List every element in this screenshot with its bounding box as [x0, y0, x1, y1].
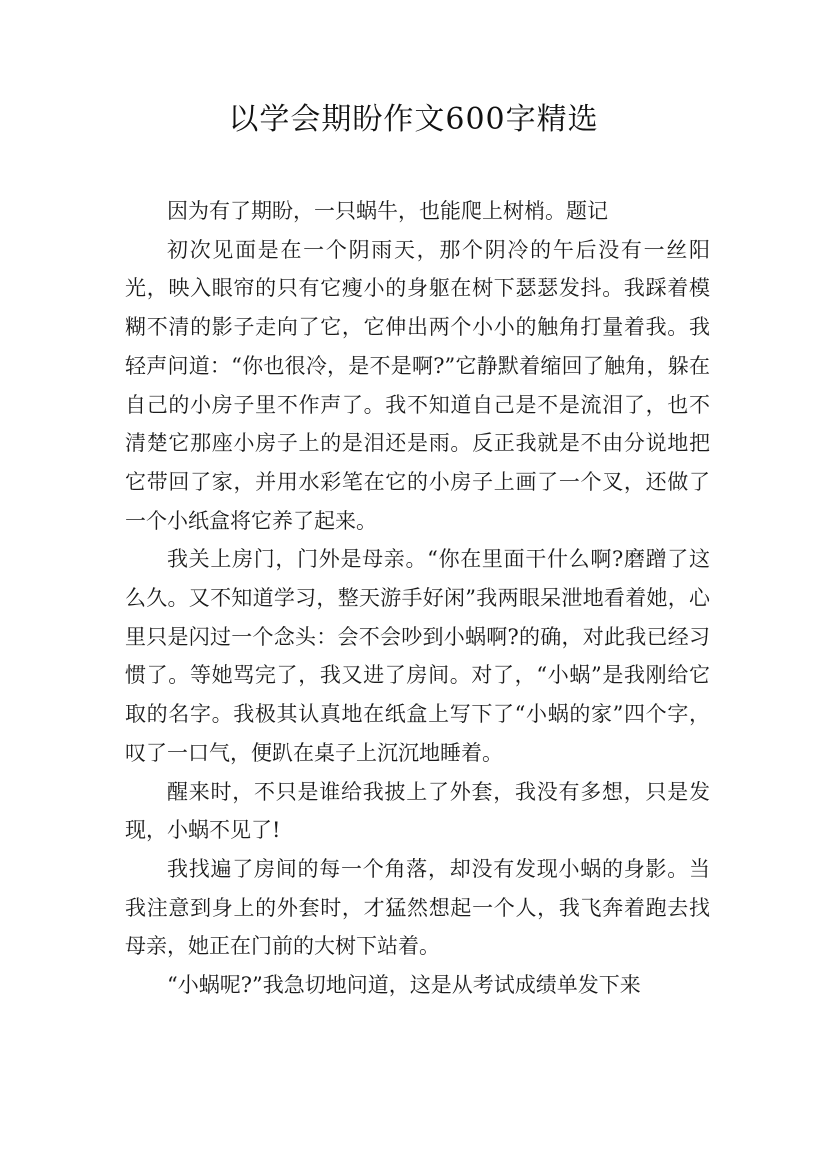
- document-body: [125, 192, 710, 1005]
- paragraph-asking-mother: “小蜗呢?”我急切地问道，这是从考试成绩单发下来: [167, 973, 641, 998]
- paragraph-searching: 我找遍了房间的每一个角落，却没有发现小蜗的身影。当我注意到身上的外套时，才猛然想起一个人，我飞奔着跑去找母亲，她正在门前的大树下站着。: [125, 856, 710, 959]
- paragraph-mother-at-door: 我关上房门，门外是母亲。“你在里面干什么啊?磨蹭了这么久。又不知道学习，整天游手好闲”我两眼呆泄地看着她，心里只是闪过一个念头：会不会吵到小蜗啊?的确，对此我已经习惯了。等她骂完了，我又进了房间。对了，“小蜗”是我刚给它取的名字。我极其认真地在纸盒上写下了“小蜗的家”四个字，叹了一口气，便趴在桌子上沉沉地睡着。: [125, 547, 710, 765]
- paragraph-waking-up: 醒来时，不只是谁给我披上了外套，我没有多想，只是发现，小蜗不见了!: [125, 779, 710, 843]
- paragraph-epigraph: 因为有了期盼，一只蜗牛，也能爬上树梢。题记: [167, 199, 608, 223]
- document-title: 以学会期盼作文600字精选: [228, 102, 599, 137]
- paragraph-first-meeting: 初次见面是在一个阴雨天，那个阴冷的午后没有一丝阳光，映入眼帘的只有它瘦小的身躯在树下瑟瑟发抖。我踩着模糊不清的影子走向了它，它伸出两个小小的触角打量着我。我轻声问道：“你也很冷，是不是啊?”它静默着缩回了触角，躲在自己的小房子里不作声了。我不知道自己是不是流泪了，也不清楚它那座小房子上的是泪还是雨。反正我就是不由分说地把它带回了家，并用水彩笔在它的小房子上画了一个叉，还做了一个小纸盒将它养了起来。: [125, 237, 710, 533]
